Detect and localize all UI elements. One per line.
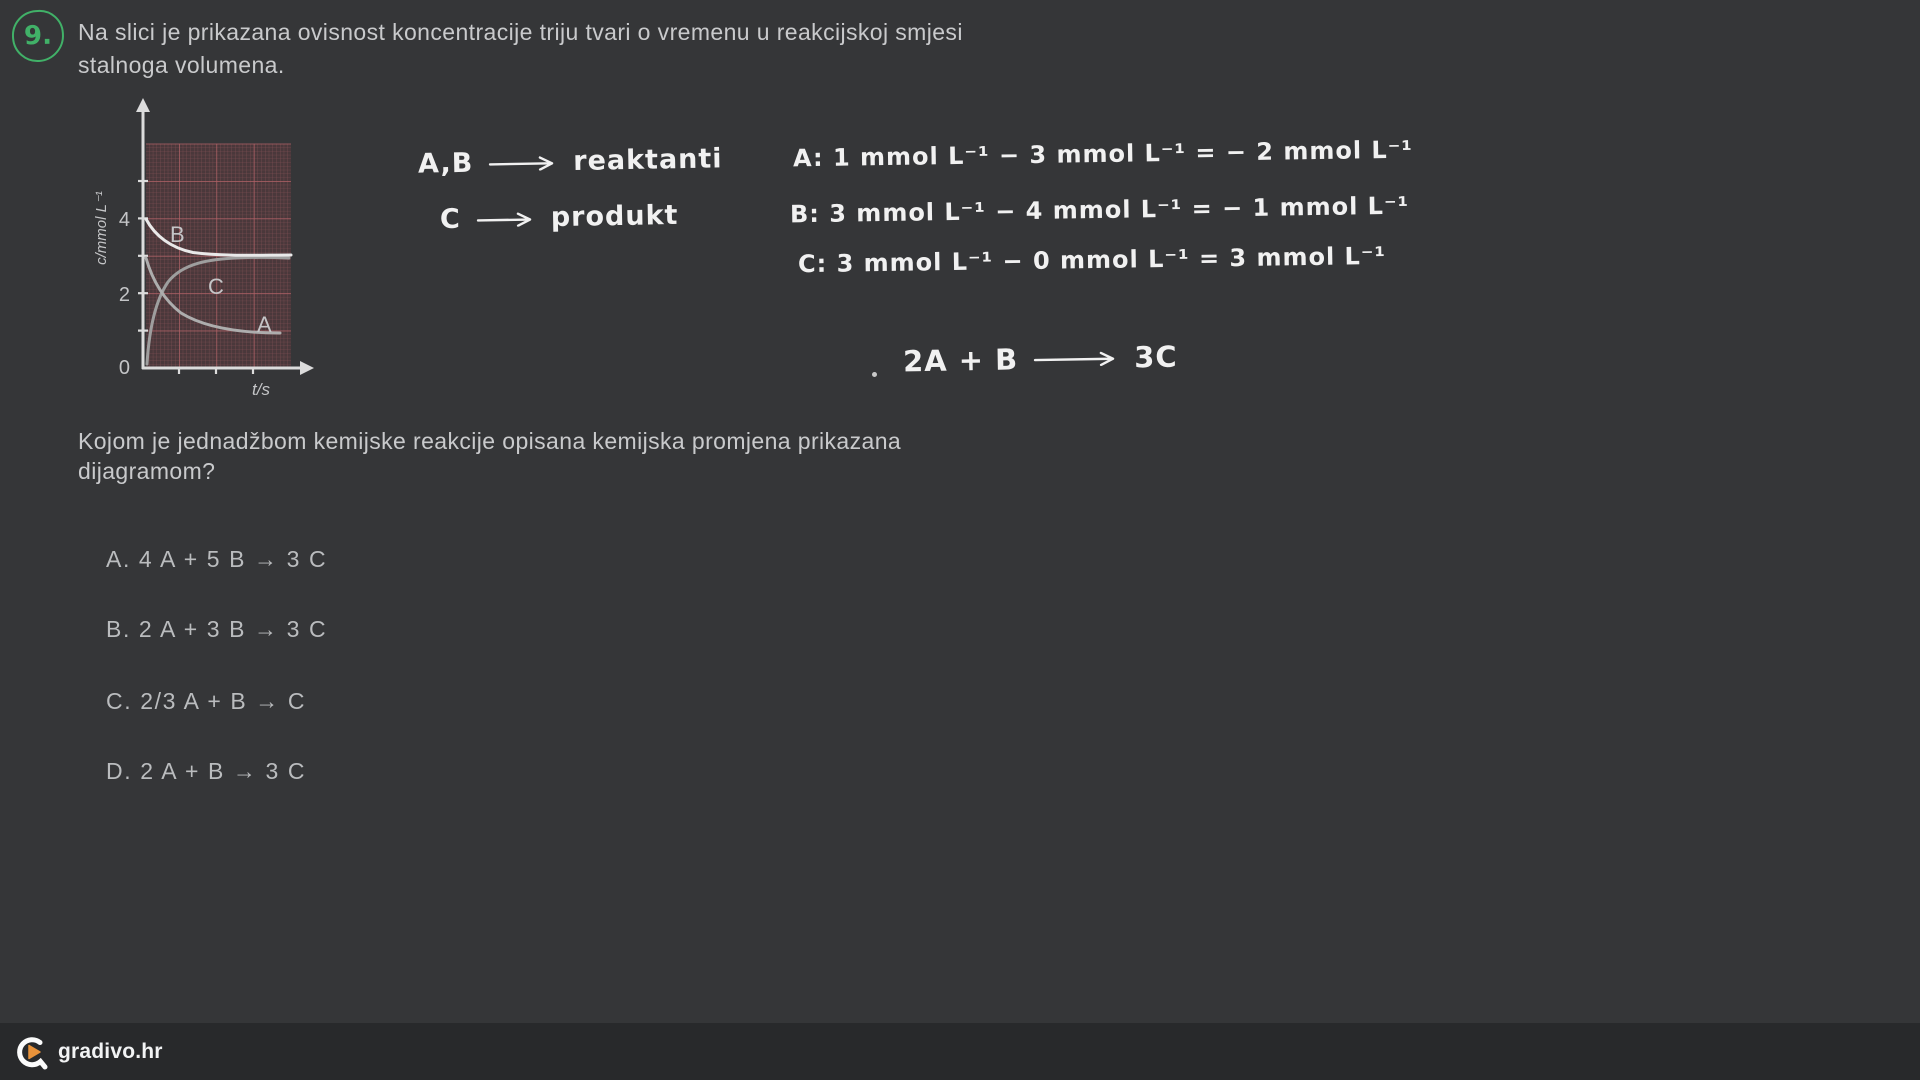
ytick-4: 4: [118, 209, 130, 231]
curve-B-label: B: [170, 222, 185, 247]
question-intro: [78, 16, 963, 82]
curve-A-label: A: [257, 312, 272, 337]
option-b: B. 2 A + 3 B → 3 C: [106, 616, 328, 642]
concentration-time-chart: [92, 80, 327, 415]
question-text: [78, 426, 901, 486]
question-number: 9.: [23, 20, 53, 52]
question-text-line1: Kojom je jednadžbom kemijske reakcije opisana kemijska promjena prikazana: [78, 428, 902, 454]
right-arrow-icon: [475, 210, 537, 227]
net-equation: [903, 340, 1178, 379]
note-reactants-lhs: A,B: [417, 147, 474, 180]
x-axis-label: t/s: [252, 380, 270, 399]
right-arrow-icon: [487, 154, 559, 171]
question-intro-line1: Na slici je prikazana ovisnost koncentracije triju tvari o vremenu u reakcijskoj smjesi: [78, 19, 963, 45]
footer-bar: [0, 1023, 1920, 1080]
ytick-0: 0: [118, 357, 130, 379]
calc-line-B: B: 3 mmol L⁻¹ − 4 mmol L⁻¹ = − 1 mmol L⁻¹: [789, 191, 1410, 229]
brand-logo: [14, 1034, 163, 1070]
question-number-badge: [10, 8, 66, 64]
net-equation-lhs: 2A + B: [902, 342, 1019, 379]
note-product-rhs: produkt: [550, 199, 679, 234]
option-a: A. 4 A + 5 B → 3 C: [106, 546, 328, 572]
calc-line-A: A: 1 mmol L⁻¹ − 3 mmol L⁻¹ = − 2 mmol L⁻¹: [792, 135, 1414, 173]
curve-C-label: C: [208, 274, 224, 299]
gradivo-logo-icon: [14, 1034, 50, 1070]
question-intro-line2: stalnoga volumena.: [78, 52, 285, 78]
right-arrow-icon: [1032, 350, 1120, 368]
y-axis-label: c/mmol L⁻¹: [93, 191, 110, 265]
note-reactants-rhs: reaktanti: [572, 143, 723, 177]
question-text-line2: dijagramom?: [78, 458, 216, 484]
note-reactants: [418, 143, 723, 179]
note-product: [440, 200, 679, 235]
net-equation-rhs: 3C: [1133, 339, 1178, 375]
brand-name: gradivo.hr: [58, 1039, 163, 1063]
option-d: D. 2 A + B → 3 C: [106, 758, 307, 784]
handwriting-dot: [872, 372, 877, 377]
option-c: C. 2/3 A + B → C: [106, 688, 307, 714]
ytick-2: 2: [118, 284, 130, 306]
note-product-lhs: C: [439, 203, 462, 236]
calc-line-C: C: 3 mmol L⁻¹ − 0 mmol L⁻¹ = 3 mmol L⁻¹: [797, 241, 1387, 279]
